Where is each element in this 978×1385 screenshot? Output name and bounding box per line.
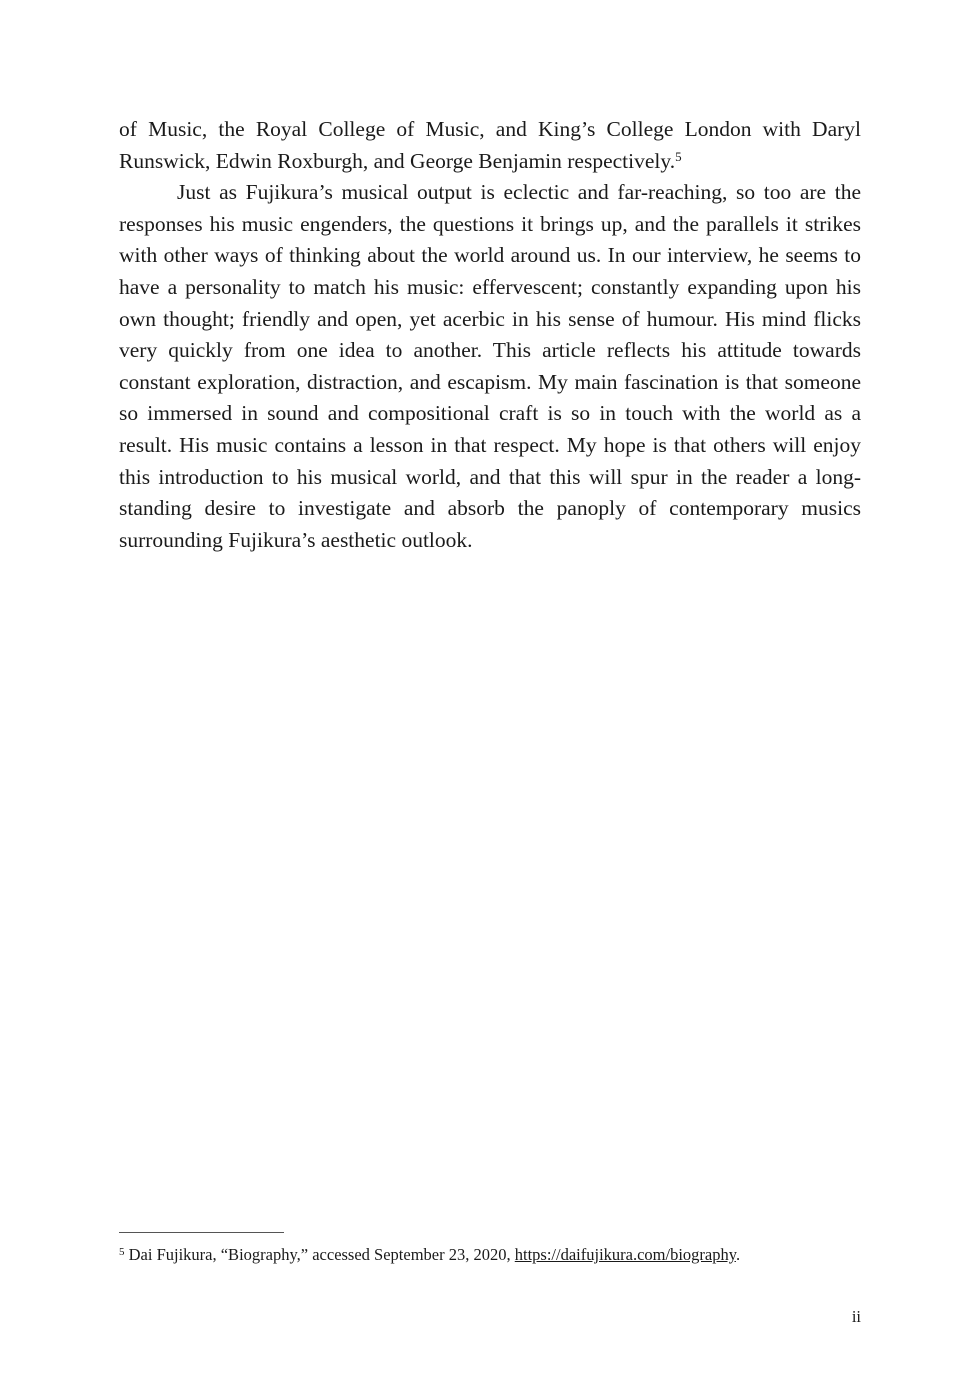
footnote-text: Dai Fujikura, “Biography,” accessed September 23, 2020,: [124, 1245, 515, 1264]
body-text: [119, 114, 861, 556]
page-number: ii: [851, 1307, 861, 1326]
footnote-link[interactable]: https://daifujikura.com/biography: [514, 1245, 736, 1264]
footnote-end: .: [735, 1245, 741, 1264]
footnote-divider: [119, 1232, 284, 1233]
footnote: [119, 1244, 861, 1266]
paragraph-2: Just as Fujikura’s musical output is eclectic and far-reaching, so too are the responses his music engenders, the questions it brings up, and the parallels it strikes with other ways of thinking about the world around us. In our interview, he seems to have a personality to match his music: effervescent; constantly expanding upon his own thought; friendly and open, yet acerbic in his sense of humour. His mind flicks very quickly from one idea to another. This article reflects his attitude towards constant exploration, distraction, and escapism. My main fascination is that someone so immersed in sound and compositional craft is so in touch with the world as a result. His music contains a lesson in that respect. My hope is that others will enjoy this introduction to his musical world, and that this will spur in the reader a long-standing desire to investigate and absorb the panoply of contemporary musics surrounding Fujikura’s aesthetic outlook.: [119, 180, 861, 552]
footnote-reference[interactable]: 5: [675, 148, 682, 164]
footnote-number: 5: [119, 1246, 125, 1258]
paragraph-1-text: of Music, the Royal College of Music, and King’s College London with Daryl Runswick, Edwin Roxburgh, and George Benjamin respectively.: [119, 117, 861, 173]
paragraph-1: [119, 114, 861, 177]
